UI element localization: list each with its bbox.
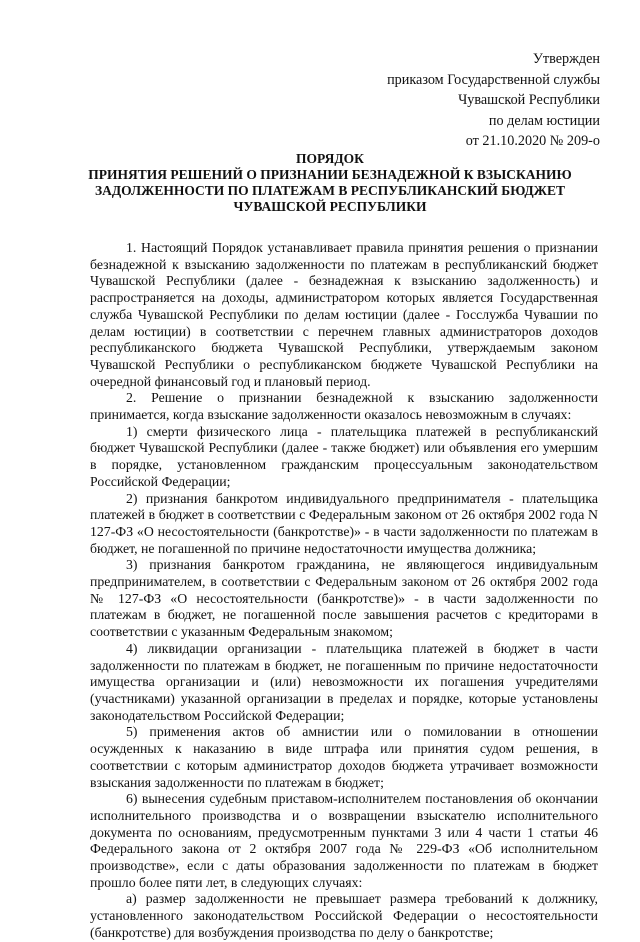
approval-line: Утвержден bbox=[532, 51, 600, 67]
paragraph-2-3: 3) признания банкротом гражданина, не являющегося индивидуальным предпринимателем, в соответствии с Федеральным законом от 26 октября 2002 года № 127-ФЗ «О несостоятельности (банкротстве)» - в части задолженности по платежам в бюджет, не погашенной после завышения расчетов с кредиторами в соответствии с указанным Федеральным знакомом; bbox=[90, 557, 598, 640]
paragraph-2-6: 6) вынесения судебным приставом-исполнителем постановления об окончании исполнительного производства и о возвращении взыскателю исполнительного документа по основаниям, предусмотренным пунктами 3 или 4 части 1 статьи 46 Федерального закона от 2 октября 2007 года № 229-ФЗ «Об исполнительном производстве», если с даты образования задолженности по платежам в бюджет прошло более пяти лет, в следующих случаях: bbox=[90, 791, 598, 890]
paragraph-2: 2. Решение о признании безнадежной к взысканию задолженности принимается, когда взыскание задолженности оказалось невозможным в случаях: bbox=[90, 390, 598, 423]
document-title bbox=[60, 151, 600, 215]
paragraph-2-6-a: а) размер задолженности не превышает размера требований к должнику, установленного законодательством Российской Федерации о несостоятельности (банкротстве) для возбуждения производства по делу о банкротстве; bbox=[90, 891, 598, 940]
title-line: ЗАДОЛЖЕННОСТИ ПО ПЛАТЕЖАМ В РЕСПУБЛИКАНСКИЙ БЮДЖЕТ bbox=[94, 183, 566, 198]
paragraph-2-1: 1) смерти физического лица - плательщика платежей в республиканский бюджет Чувашской Республики (далее - также бюджет) или объявления его умершим в порядке, установленном гражданским процессуальным законодательством Российской Федерации; bbox=[90, 423, 598, 489]
title-line: ЧУВАШСКОЙ РЕСПУБЛИКИ bbox=[233, 199, 427, 214]
title-line: ПРИНЯТИЯ РЕШЕНИЙ О ПРИЗНАНИИ БЕЗНАДЕЖНОЙ К ВЗЫСКАНИЮ bbox=[88, 167, 572, 182]
document-body bbox=[90, 240, 598, 942]
paragraph-1: 1. Настоящий Порядок устанавливает правила принятия решения о признании безнадежной к взысканию задолженности по платежам в республиканский бюджет Чувашской Республики (далее - безнадежная к взысканию задолженность) и распространяется на доходы, администратором которых является Государственная служба Чувашской Республики по делам юстиции (далее - Госслужба Чувашии по делам юстиции) в соответствии с перечнем главных администраторов доходов республиканского бюджета Чувашской Республики, утверждаемым законом Чувашской Республики о республиканском бюджете Чувашской Республики на очередной финансовый год и плановый период. bbox=[90, 240, 598, 389]
title-line: ПОРЯДОК bbox=[296, 151, 364, 166]
approval-line: от 21.10.2020 № 209-о bbox=[465, 133, 600, 150]
paragraph-2-2: 2) признания банкротом индивидуального предпринимателя - плательщика платежей в бюджет в соответствии с Федеральным законом от 26 октября 2002 года N 127-ФЗ «О несостоятельности (банкротстве)» - в части задолженности по платежам в бюджет, не погашенной по причине недостаточности имущества должника; bbox=[90, 490, 598, 556]
paragraph-2-5: 5) применения актов об амнистии или о помиловании в отношении осужденных к наказанию в виде штрафа или принятия судом решения, в соответствии с которым администратор доходов бюджета утрачивает возможности взыскания задолженности по платежам в бюджет; bbox=[90, 724, 598, 790]
approval-line: Чувашской Республики bbox=[458, 92, 600, 109]
approval-line: приказом Государственной службы bbox=[387, 71, 600, 88]
approval-line: по делам юстиции bbox=[488, 112, 600, 129]
paragraph-2-4: 4) ликвидации организации - плательщика платежей в бюджет в части задолженности по платежам в бюджет, не погашенным по причине недостаточности имущества организации и (или) невозможности их погашения учредителями (участниками) указанной организации в пределах и порядке, которые установлены законодательством Российской Федерации; bbox=[90, 640, 598, 723]
approval-stamp bbox=[387, 49, 600, 152]
